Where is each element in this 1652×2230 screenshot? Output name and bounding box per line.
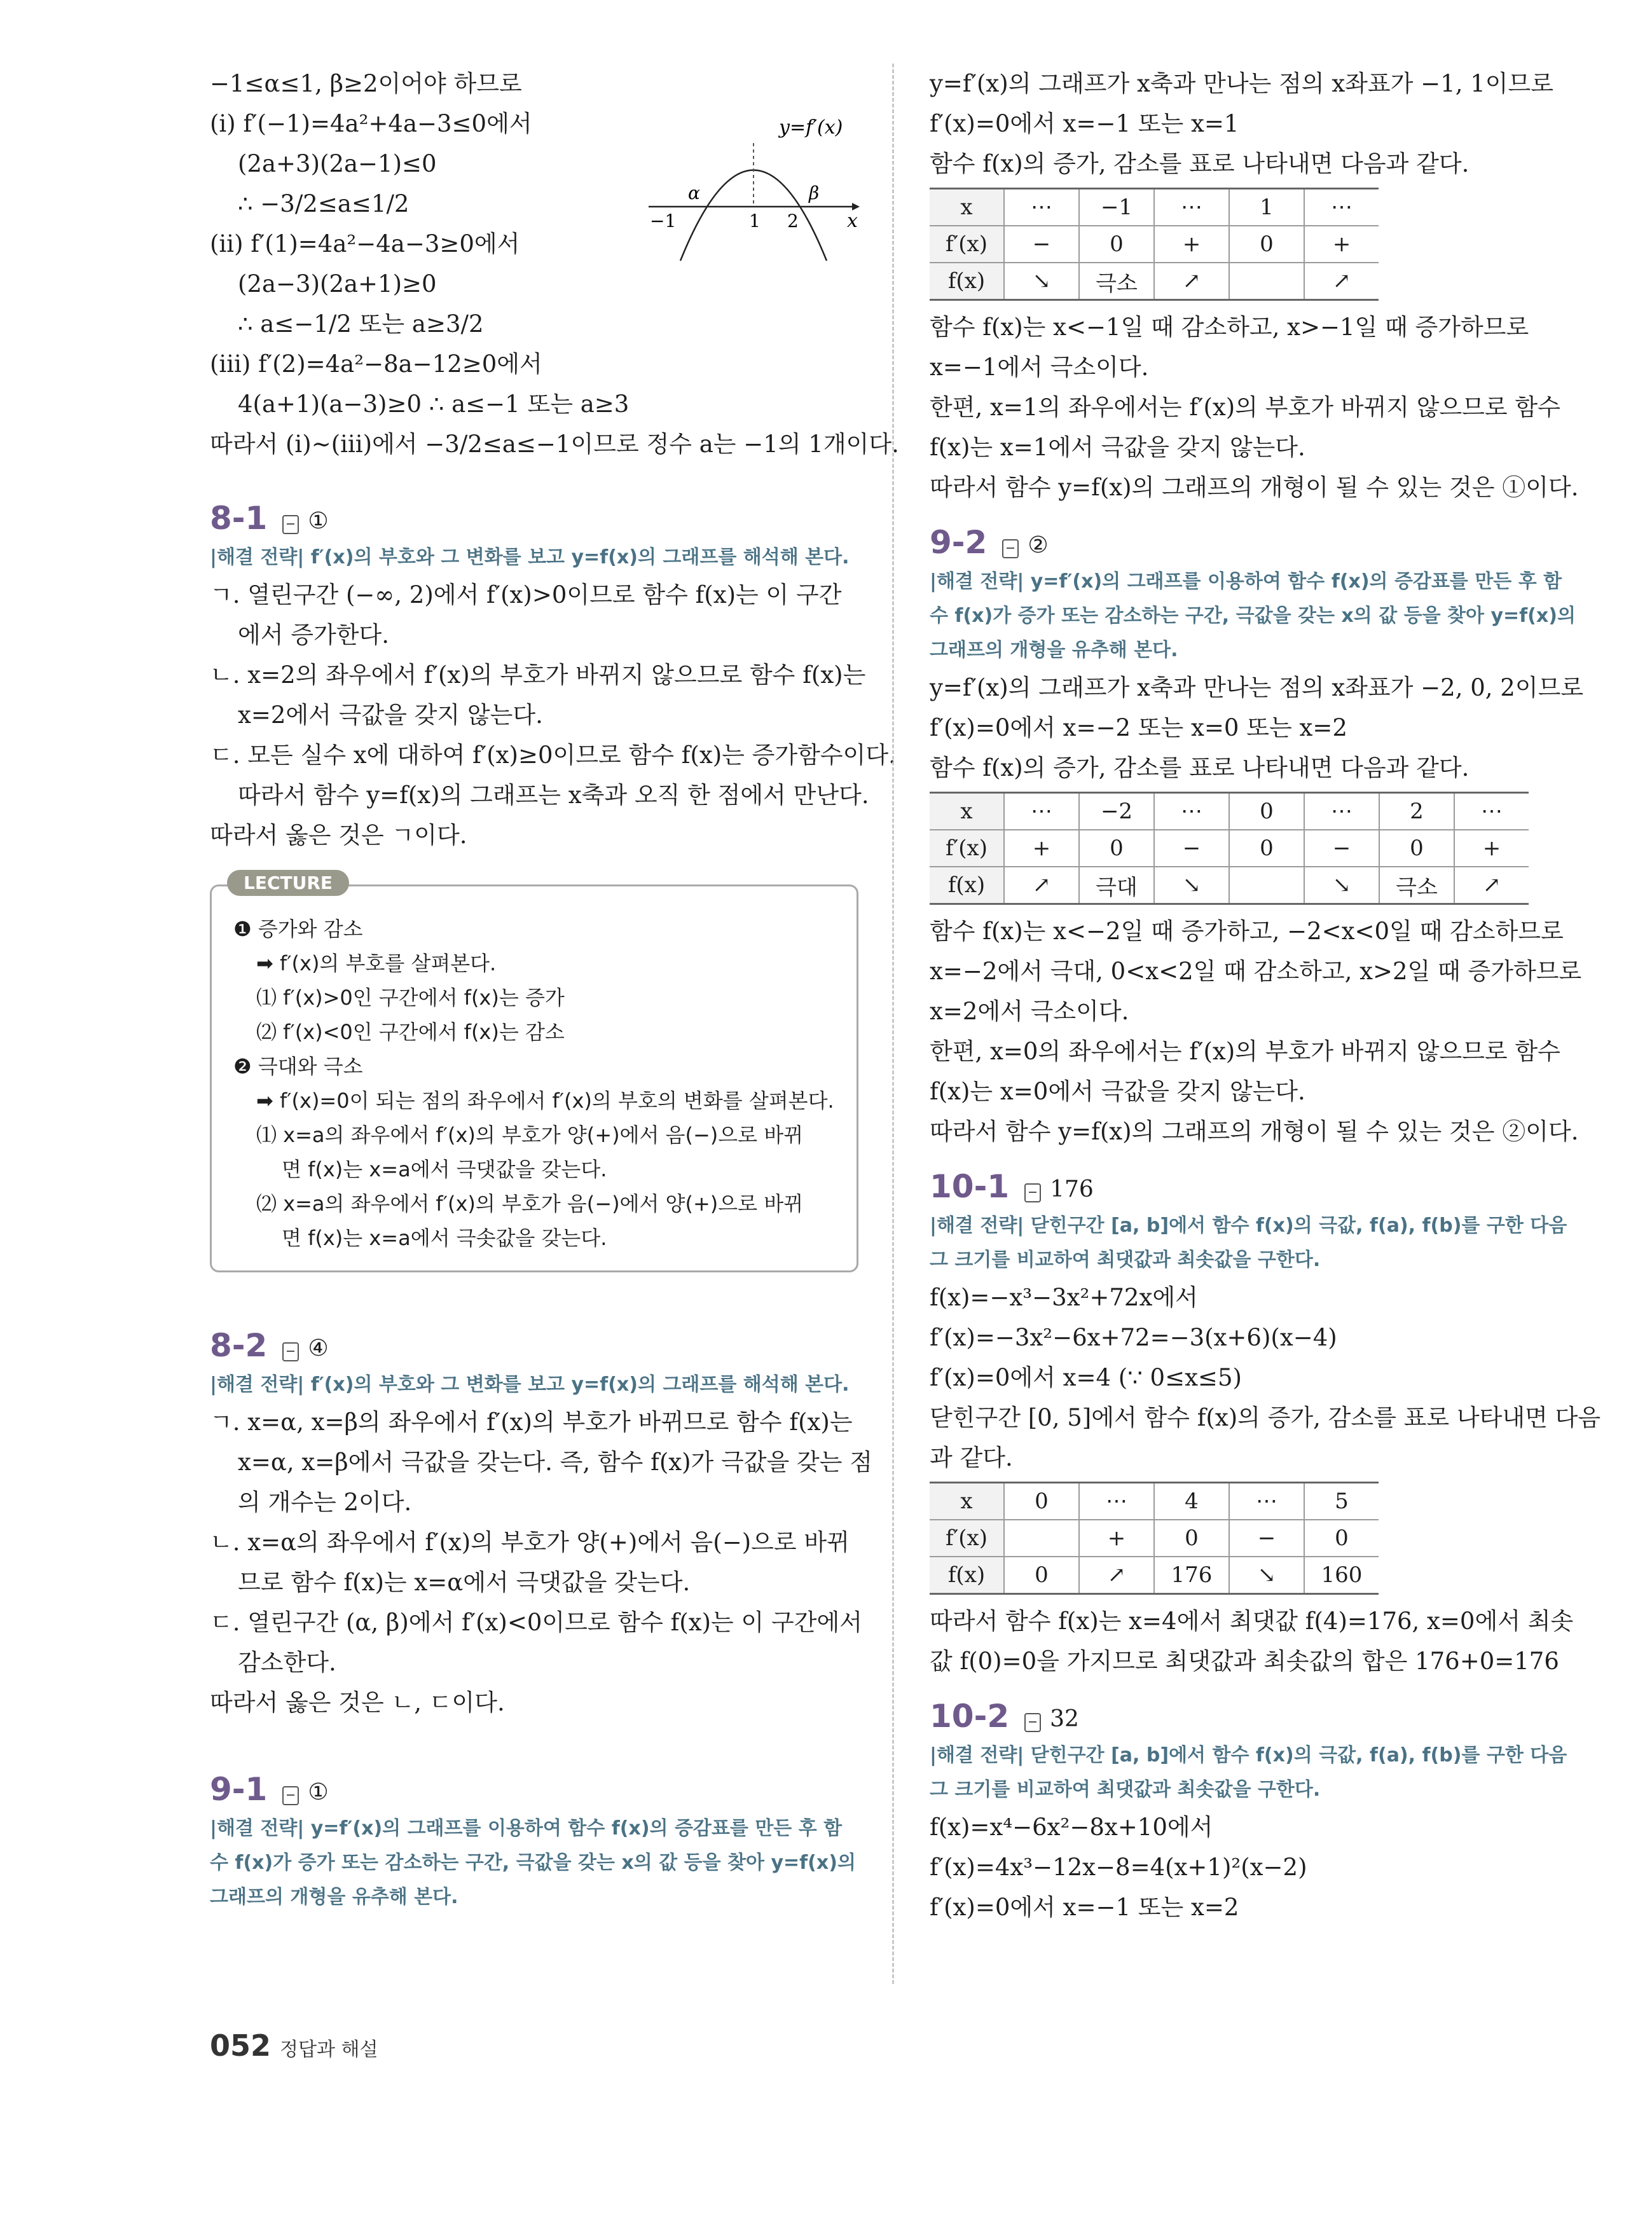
text-line: 따라서 (ⅰ)~(ⅲ)에서 −3/2≤a≤−1이므로 정수 a는 −1의 1개이다. bbox=[210, 430, 899, 458]
page-title: 정답과 해설 bbox=[280, 2039, 378, 2061]
table-cell: 160 bbox=[1304, 1557, 1379, 1594]
text-line: (ⅰ) f′(−1)=4a²+4a−3≤0에서 bbox=[210, 110, 532, 137]
table-cell: 극소 bbox=[1379, 867, 1454, 904]
lecture-line: ➡ f′(x)의 부호를 살펴본다. bbox=[256, 951, 497, 975]
strategy-text: |해결 전략| y=f′(x)의 그래프를 이용하여 함수 f(x)의 증감표를 만든 후 함수 f(x)가 증가 또는 감소하는 구간, 극값을 갖는 x의 값 등을 찾아 y=f(x)의 그래프의 개형을 유추해 본다. bbox=[210, 1817, 856, 1908]
text-line: 한편, x=0의 좌우에서는 f′(x)의 부호가 바뀌지 않으므로 함수 bbox=[930, 1038, 1560, 1065]
text-line: f(x)는 x=1에서 극값을 갖지 않는다. bbox=[930, 434, 1305, 461]
text-line: x=−1에서 극소이다. bbox=[930, 354, 1149, 381]
table-cell: 0 bbox=[1154, 1520, 1229, 1557]
text-line: (ⅲ) f′(2)=4a²−8a−12≥0에서 bbox=[210, 350, 542, 378]
answer-icon bbox=[282, 515, 299, 534]
table-row bbox=[930, 189, 1379, 226]
table-row bbox=[930, 1557, 1379, 1594]
text-line: 따라서 함수 y=f(x)의 그래프는 x축과 오직 한 점에서 만난다. bbox=[238, 781, 869, 809]
text-line: (ⅱ) f′(1)=4a²−4a−3≥0에서 bbox=[210, 230, 520, 258]
text-line: 감소한다. bbox=[238, 1649, 336, 1676]
text-line: −1≤α≤1, β≥2이어야 하므로 bbox=[210, 70, 522, 97]
strategy-text: |해결 전략| 닫힌구간 [a, b]에서 함수 f(x)의 극값, f(a), f(b)를 구한 다음 그 크기를 비교하여 최댓값과 최솟값을 구한다. bbox=[930, 1744, 1567, 1801]
table-cell: 0 bbox=[1079, 830, 1154, 867]
text-line: x=2에서 극소이다. bbox=[930, 998, 1129, 1025]
text-line: ㄷ. 열린구간 (α, β)에서 f′(x)<0이므로 함수 f(x)는 이 구간에서 bbox=[210, 1609, 863, 1636]
lecture-line: ➡ f′(x)=0이 되는 점의 좌우에서 f′(x)의 부호의 변화를 살펴본다. bbox=[256, 1089, 834, 1113]
text-line: x=α, x=β에서 극값을 갖는다. 즉, 함수 f(x)가 극값을 갖는 점 bbox=[238, 1449, 873, 1476]
section-header-10-2 bbox=[930, 1681, 1578, 1738]
table-cell: f′(x) bbox=[930, 830, 1004, 867]
table-cell: ⋯ bbox=[1079, 1483, 1154, 1520]
lecture-line: ❷ 극대와 극소 bbox=[233, 1054, 363, 1078]
table-cell: ↘ bbox=[1004, 263, 1079, 300]
text-line: ∴ −3/2≤a≤1/2 bbox=[238, 190, 410, 217]
text-line: 의 개수는 2이다. bbox=[238, 1489, 412, 1516]
sign-table-10-1 bbox=[930, 1482, 1379, 1595]
text-line: 한편, x=1의 좌우에서는 f′(x)의 부호가 바뀌지 않으므로 함수 bbox=[930, 394, 1560, 421]
table-cell: f(x) bbox=[930, 1557, 1004, 1594]
answer-value: ① bbox=[308, 1779, 329, 1805]
text-line: 함수 f(x)는 x<−1일 때 감소하고, x>−1일 때 증가하므로 bbox=[930, 313, 1529, 341]
text-line: ㄴ. x=2의 좌우에서 f′(x)의 부호가 바뀌지 않으므로 함수 f(x)는 bbox=[210, 661, 866, 689]
text-line: 에서 증가한다. bbox=[238, 621, 389, 649]
table-cell: 0 bbox=[1229, 793, 1304, 830]
table-cell: ↗ bbox=[1079, 1557, 1154, 1594]
table-cell: ↗ bbox=[1154, 263, 1229, 300]
table-cell: 0 bbox=[1379, 830, 1454, 867]
answer-icon bbox=[1024, 1183, 1041, 1202]
table-cell: ↗ bbox=[1004, 867, 1079, 904]
table-cell: ⋯ bbox=[1004, 189, 1079, 226]
table-cell: ⋯ bbox=[1154, 189, 1229, 226]
lecture-line: ⑵ f′(x)<0인 구간에서 f(x)는 감소 bbox=[256, 1020, 565, 1044]
table-row bbox=[930, 793, 1529, 830]
table-cell: −2 bbox=[1079, 793, 1154, 830]
table-cell: f′(x) bbox=[930, 226, 1004, 263]
table-cell: − bbox=[1004, 226, 1079, 263]
table-cell bbox=[1229, 263, 1304, 300]
table-cell: 176 bbox=[1154, 1557, 1229, 1594]
section-number: 9-2 bbox=[930, 524, 988, 561]
text-line: 4(a+1)(a−3)≥0 ∴ a≤−1 또는 a≥3 bbox=[238, 390, 630, 418]
text-line: 므로 함수 f(x)는 x=α에서 극댓값을 갖는다. bbox=[238, 1569, 691, 1596]
text-line: x=2에서 극값을 갖지 않는다. bbox=[238, 701, 543, 729]
text-line: ∴ a≤−1/2 또는 a≥3/2 bbox=[238, 310, 484, 338]
strategy-text: |해결 전략| f′(x)의 부호와 그 변화를 보고 y=f(x)의 그래프를 해석해 본다. bbox=[210, 546, 850, 568]
table-cell: − bbox=[1304, 830, 1379, 867]
section-header-9-2 bbox=[930, 507, 1578, 565]
text-line: ㄱ. 열린구간 (−∞, 2)에서 f′(x)>0이므로 함수 f(x)는 이 구간 bbox=[210, 581, 842, 609]
table-cell: + bbox=[1079, 1520, 1154, 1557]
text-line: (2a−3)(2a+1)≥0 bbox=[238, 270, 437, 298]
text-line: 따라서 옳은 것은 ㄴ, ㄷ이다. bbox=[210, 1689, 505, 1716]
lecture-box bbox=[210, 872, 858, 1272]
text-line: f(x)=−x³−3x²+72x에서 bbox=[930, 1284, 1198, 1311]
text-line: 따라서 함수 f(x)는 x=4에서 최댓값 f(4)=176, x=0에서 최솟 bbox=[930, 1607, 1574, 1635]
beta-label: β bbox=[809, 182, 820, 203]
text-line: f′(x)=−3x²−6x+72=−3(x+6)(x−4) bbox=[930, 1324, 1337, 1351]
curve-label: y=f′(x) bbox=[779, 118, 843, 139]
page-number: 052 bbox=[210, 2028, 272, 2063]
text-line: 함수 f(x)의 증가, 감소를 표로 나타내면 다음과 같다. bbox=[930, 754, 1470, 781]
table-cell: ⋯ bbox=[1154, 793, 1229, 830]
sign-table-9-1 bbox=[930, 188, 1379, 301]
table-cell: −1 bbox=[1079, 189, 1154, 226]
text-line: 함수 f(x)의 증가, 감소를 표로 나타내면 다음과 같다. bbox=[930, 150, 1470, 177]
section-header-8-2 bbox=[210, 1311, 858, 1368]
text-line: ㄴ. x=α의 좌우에서 f′(x)의 부호가 양(+)에서 음(−)으로 바뀌 bbox=[210, 1529, 850, 1556]
answer-value: ① bbox=[308, 508, 329, 534]
table-cell: + bbox=[1304, 226, 1379, 263]
text-line: y=f′(x)의 그래프가 x축과 만나는 점의 x좌표가 −1, 1이므로 bbox=[930, 70, 1553, 97]
table-cell: + bbox=[1154, 226, 1229, 263]
table-cell: f(x) bbox=[930, 263, 1004, 300]
table-cell: ↗ bbox=[1454, 867, 1529, 904]
text-line: (2a+3)(2a−1)≤0 bbox=[238, 150, 437, 177]
answer-value: ② bbox=[1028, 532, 1049, 558]
section-header-10-1 bbox=[930, 1152, 1578, 1209]
section-number: 9-1 bbox=[210, 1771, 268, 1808]
tick-label: −1 bbox=[650, 210, 677, 231]
text-line: f′(x)=4x³−12x−8=4(x+1)²(x−2) bbox=[930, 1854, 1307, 1881]
lecture-line: ❶ 증가와 감소 bbox=[233, 917, 363, 941]
lecture-line: 면 f(x)는 x=a에서 극솟값을 갖는다. bbox=[282, 1226, 607, 1250]
table-cell: f′(x) bbox=[930, 1520, 1004, 1557]
table-cell: ⋯ bbox=[1454, 793, 1529, 830]
text-line: f′(x)=0에서 x=−1 또는 x=1 bbox=[930, 110, 1239, 137]
table-cell: 극소 bbox=[1079, 263, 1154, 300]
table-row bbox=[930, 830, 1529, 867]
table-cell: 0 bbox=[1229, 226, 1304, 263]
table-row bbox=[930, 226, 1379, 263]
text-line: 함수 f(x)는 x<−2일 때 증가하고, −2<x<0일 때 감소하므로 bbox=[930, 918, 1564, 945]
lecture-line: ⑴ x=a의 좌우에서 f′(x)의 부호가 양(+)에서 음(−)으로 바뀌 bbox=[256, 1123, 804, 1147]
text-line: ㄱ. x=α, x=β의 좌우에서 f′(x)의 부호가 바뀌므로 함수 f(x)는 bbox=[210, 1408, 853, 1436]
left-column bbox=[210, 64, 899, 1915]
text-line: f′(x)=0에서 x=−2 또는 x=0 또는 x=2 bbox=[930, 714, 1347, 741]
table-cell: ⋯ bbox=[1304, 189, 1379, 226]
table-cell: ⋯ bbox=[1004, 793, 1079, 830]
table-cell: − bbox=[1229, 1520, 1304, 1557]
text-line: f′(x)=0에서 x=4 (∵ 0≤x≤5) bbox=[930, 1364, 1242, 1391]
table-cell: + bbox=[1004, 830, 1079, 867]
answer-icon bbox=[1024, 1713, 1041, 1732]
table-cell: 4 bbox=[1154, 1483, 1229, 1520]
table-cell: f(x) bbox=[930, 867, 1004, 904]
table-cell: 2 bbox=[1379, 793, 1454, 830]
answer-icon bbox=[1002, 539, 1019, 558]
text-line: 따라서 함수 y=f(x)의 그래프의 개형이 될 수 있는 것은 ①이다. bbox=[930, 474, 1579, 501]
text-line: 따라서 함수 y=f(x)의 그래프의 개형이 될 수 있는 것은 ②이다. bbox=[930, 1118, 1579, 1145]
answer-icon bbox=[282, 1342, 299, 1361]
table-cell: x bbox=[930, 1483, 1004, 1520]
table-cell bbox=[1229, 867, 1304, 904]
table-cell bbox=[1004, 1520, 1079, 1557]
derivative-graph bbox=[642, 118, 865, 264]
answer-value: 176 bbox=[1050, 1176, 1094, 1202]
table-cell: 1 bbox=[1229, 189, 1304, 226]
section-number: 10-1 bbox=[930, 1168, 1010, 1205]
text-line: f(x)는 x=0에서 극값을 갖지 않는다. bbox=[930, 1078, 1305, 1105]
section-number: 8-1 bbox=[210, 500, 268, 537]
table-cell: x bbox=[930, 793, 1004, 830]
tick-label: 2 bbox=[787, 210, 799, 231]
page-footer bbox=[210, 2028, 378, 2063]
table-cell: 0 bbox=[1079, 226, 1154, 263]
axis-label: x bbox=[847, 210, 858, 232]
text-line: 따라서 옳은 것은 ㄱ이다. bbox=[210, 822, 467, 849]
section-header-9-1 bbox=[210, 1754, 858, 1812]
table-row bbox=[930, 263, 1379, 300]
column-divider bbox=[892, 64, 894, 1984]
table-cell: 극대 bbox=[1079, 867, 1154, 904]
text-line: f′(x)=0에서 x=−1 또는 x=2 bbox=[930, 1894, 1239, 1921]
answer-icon bbox=[282, 1786, 299, 1805]
lecture-line: 면 f(x)는 x=a에서 극댓값을 갖는다. bbox=[282, 1157, 607, 1181]
answer-value: ④ bbox=[308, 1335, 329, 1361]
answer-value: 32 bbox=[1050, 1706, 1079, 1732]
table-row bbox=[930, 867, 1529, 904]
lecture-line: ⑴ f′(x)>0인 구간에서 f(x)는 증가 bbox=[256, 986, 565, 1010]
table-row bbox=[930, 1483, 1379, 1520]
table-cell: ⋯ bbox=[1229, 1483, 1304, 1520]
table-row bbox=[930, 1520, 1379, 1557]
table-cell: + bbox=[1454, 830, 1529, 867]
strategy-text: |해결 전략| f′(x)의 부호와 그 변화를 보고 y=f(x)의 그래프를 해석해 본다. bbox=[210, 1373, 850, 1396]
table-cell: ↘ bbox=[1154, 867, 1229, 904]
table-cell: 0 bbox=[1304, 1520, 1379, 1557]
table-cell: 0 bbox=[1229, 830, 1304, 867]
text-line: x=−2에서 극대, 0<x<2일 때 감소하고, x>2일 때 증가하므로 bbox=[930, 958, 1582, 985]
text-line: 값 f(0)=0을 가지므로 최댓값과 최솟값의 합은 176+0=176 bbox=[930, 1648, 1559, 1675]
strategy-text: |해결 전략| y=f′(x)의 그래프를 이용하여 함수 f(x)의 증감표를 만든 후 함수 f(x)가 증가 또는 감소하는 구간, 극값을 갖는 x의 값 등을 찾아 y=f(x)의 그래프의 개형을 유추해 본다. bbox=[930, 570, 1576, 661]
strategy-text: |해결 전략| 닫힌구간 [a, b]에서 함수 f(x)의 극값, f(a), f(b)를 구한 다음 그 크기를 비교하여 최댓값과 최솟값을 구한다. bbox=[930, 1215, 1567, 1271]
right-column bbox=[930, 64, 1601, 1927]
table-cell: ↘ bbox=[1229, 1557, 1304, 1594]
section-number: 10-2 bbox=[930, 1698, 1010, 1735]
table-cell: 0 bbox=[1004, 1557, 1079, 1594]
text-line: 닫힌구간 [0, 5]에서 함수 f(x)의 증가, 감소를 표로 나타내면 다음 bbox=[930, 1404, 1601, 1431]
lecture-line: ⑵ x=a의 좌우에서 f′(x)의 부호가 음(−)에서 양(+)으로 바뀌 bbox=[256, 1192, 804, 1216]
section-header-8-1 bbox=[210, 483, 858, 540]
table-cell: ↘ bbox=[1304, 867, 1379, 904]
text-line: ㄷ. 모든 실수 x에 대하여 f′(x)≥0이므로 함수 f(x)는 증가함수이다. bbox=[210, 741, 896, 769]
table-cell: x bbox=[930, 189, 1004, 226]
tick-label: 1 bbox=[749, 210, 761, 231]
alpha-label: α bbox=[688, 182, 700, 203]
table-cell: 0 bbox=[1004, 1483, 1079, 1520]
lecture-tag: LECTURE bbox=[227, 870, 349, 896]
table-cell: 5 bbox=[1304, 1483, 1379, 1520]
table-cell: − bbox=[1154, 830, 1229, 867]
text-line: 과 같다. bbox=[930, 1444, 1013, 1471]
sign-table-9-2 bbox=[930, 792, 1529, 905]
section-number: 8-2 bbox=[210, 1327, 268, 1364]
text-line: f(x)=x⁴−6x²−8x+10에서 bbox=[930, 1814, 1213, 1841]
text-line: y=f′(x)의 그래프가 x축과 만나는 점의 x좌표가 −2, 0, 2이므로 bbox=[930, 674, 1584, 701]
table-cell: ↗ bbox=[1304, 263, 1379, 300]
table-cell: ⋯ bbox=[1304, 793, 1379, 830]
